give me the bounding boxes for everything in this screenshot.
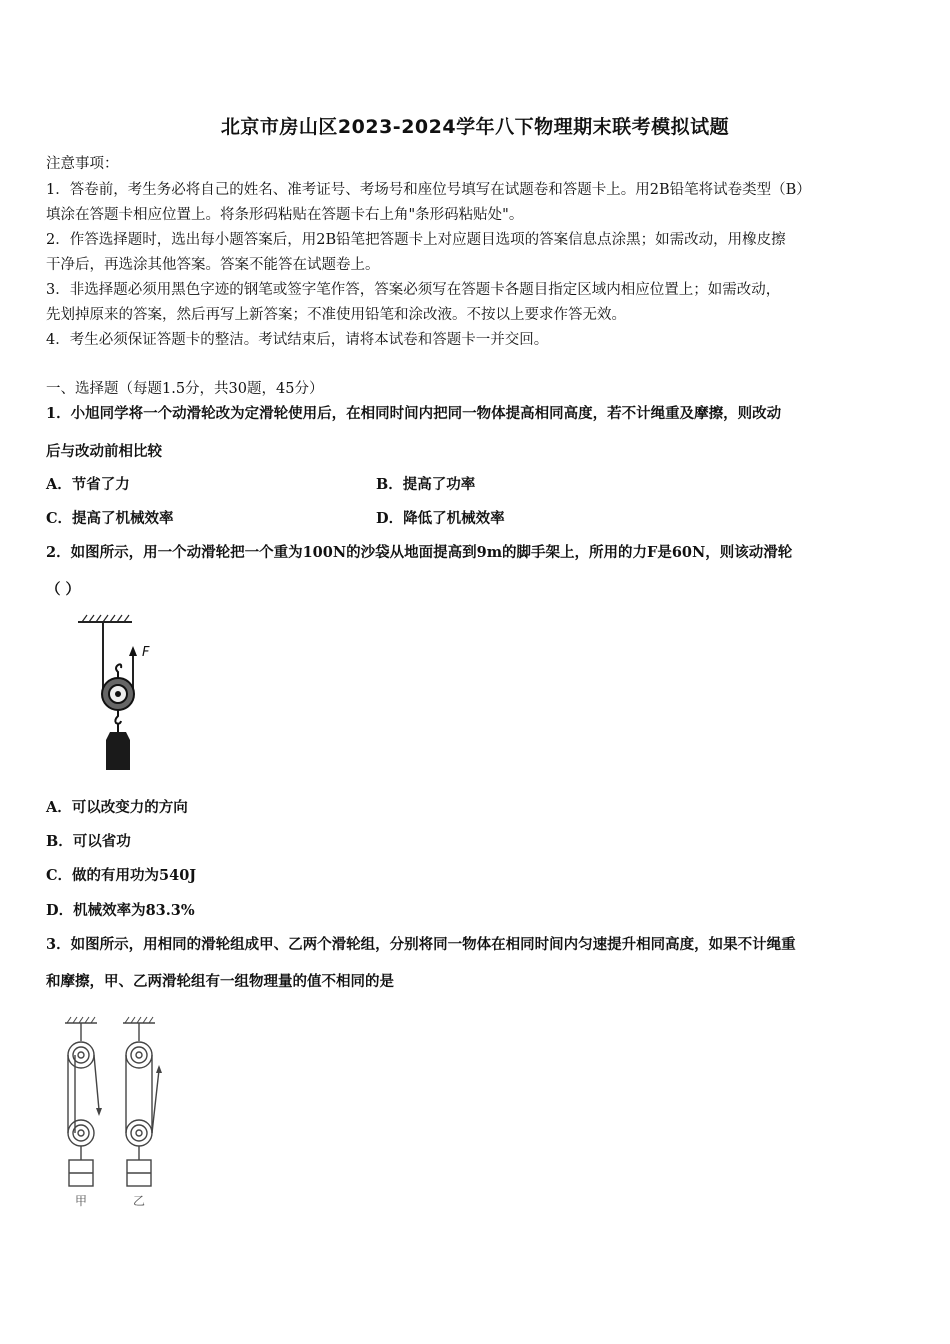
notice-line: 4．考生必须保证答题卡的整洁。考试结束后，请将本试卷和答题卡一并交回。 [46, 332, 549, 348]
force-label-f: F [142, 645, 150, 660]
question-2-text: 2．如图所示，用一个动滑轮把一个重为100N的沙袋从地面提高到9m的脚手架上，所用的力F是60N，则该动滑轮 [46, 544, 793, 561]
question-3-text: 3．如图所示，用相同的滑轮组成甲、乙两个滑轮组，分别将同一物体在相同时间内匀速提升相同高度，如果不计绳重 [46, 936, 796, 953]
q1-option-c: C．提高了机械效率 [46, 510, 174, 527]
q2-option-b: B．可以省功 [46, 833, 131, 850]
q1-option-b: B．提高了功率 [376, 476, 476, 493]
q1-option-d: D．降低了机械效率 [376, 510, 505, 527]
pulley-system-figure [55, 1015, 185, 1215]
notice-line: 3．非选择题必须用黑色字迹的钢笔或签字笔作答，答案必须写在答题卡各题目指定区域内相应位置上；如需改动， [46, 282, 781, 298]
notice-line: 先划掉原来的答案，然后再写上新答案；不准使用铅笔和涂改液。不按以上要求作答无效。 [46, 307, 626, 323]
notice-line: 干净后，再选涂其他答案。答案不能答在试题卷上。 [46, 257, 380, 273]
section-heading: 一、选择题（每题1.5分，共30题，45分） [46, 381, 324, 397]
q2-option-d: D．机械效率为83.3% [46, 902, 195, 919]
q2-option-c: C．做的有用功为540J [46, 867, 197, 884]
page-title: 北京市房山区2023-2024学年八下物理期末联考模拟试题 [220, 116, 730, 138]
q2-option-a: A．可以改变力的方向 [46, 799, 188, 816]
question-3-text-cont: 和摩擦，甲、乙两滑轮组有一组物理量的值不相同的是 [46, 973, 394, 990]
question-1-text: 1．小旭同学将一个动滑轮改为定滑轮使用后，在相同时间内把同一物体提高相同高度，若不计绳重及摩擦，则改动 [46, 405, 782, 422]
question-2-text-cont: （ ） [46, 581, 81, 598]
notice-line: 1．答卷前，考生务必将自己的姓名、准考证号、考场号和座位号填写在试题卷和答题卡上。用2B铅笔将试卷类型（B） [46, 182, 811, 198]
notice-heading: 注意事项： [46, 156, 119, 172]
question-1-text-cont: 后与改动前相比较 [46, 443, 162, 460]
notice-line: 填涂在答题卡相应位置上。将条形码粘贴在答题卡右上角"条形码粘贴处"。 [46, 207, 524, 223]
figure-label-yi: 乙 [133, 1194, 146, 1208]
movable-pulley-figure [70, 612, 180, 777]
q1-option-a: A．节省了力 [46, 476, 130, 493]
figure-label-jia: 甲 [75, 1194, 88, 1208]
notice-line: 2．作答选择题时，选出每小题答案后，用2B铅笔把答题卡上对应题目选项的答案信息点涂黑；如需改动，用橡皮擦 [46, 232, 786, 248]
